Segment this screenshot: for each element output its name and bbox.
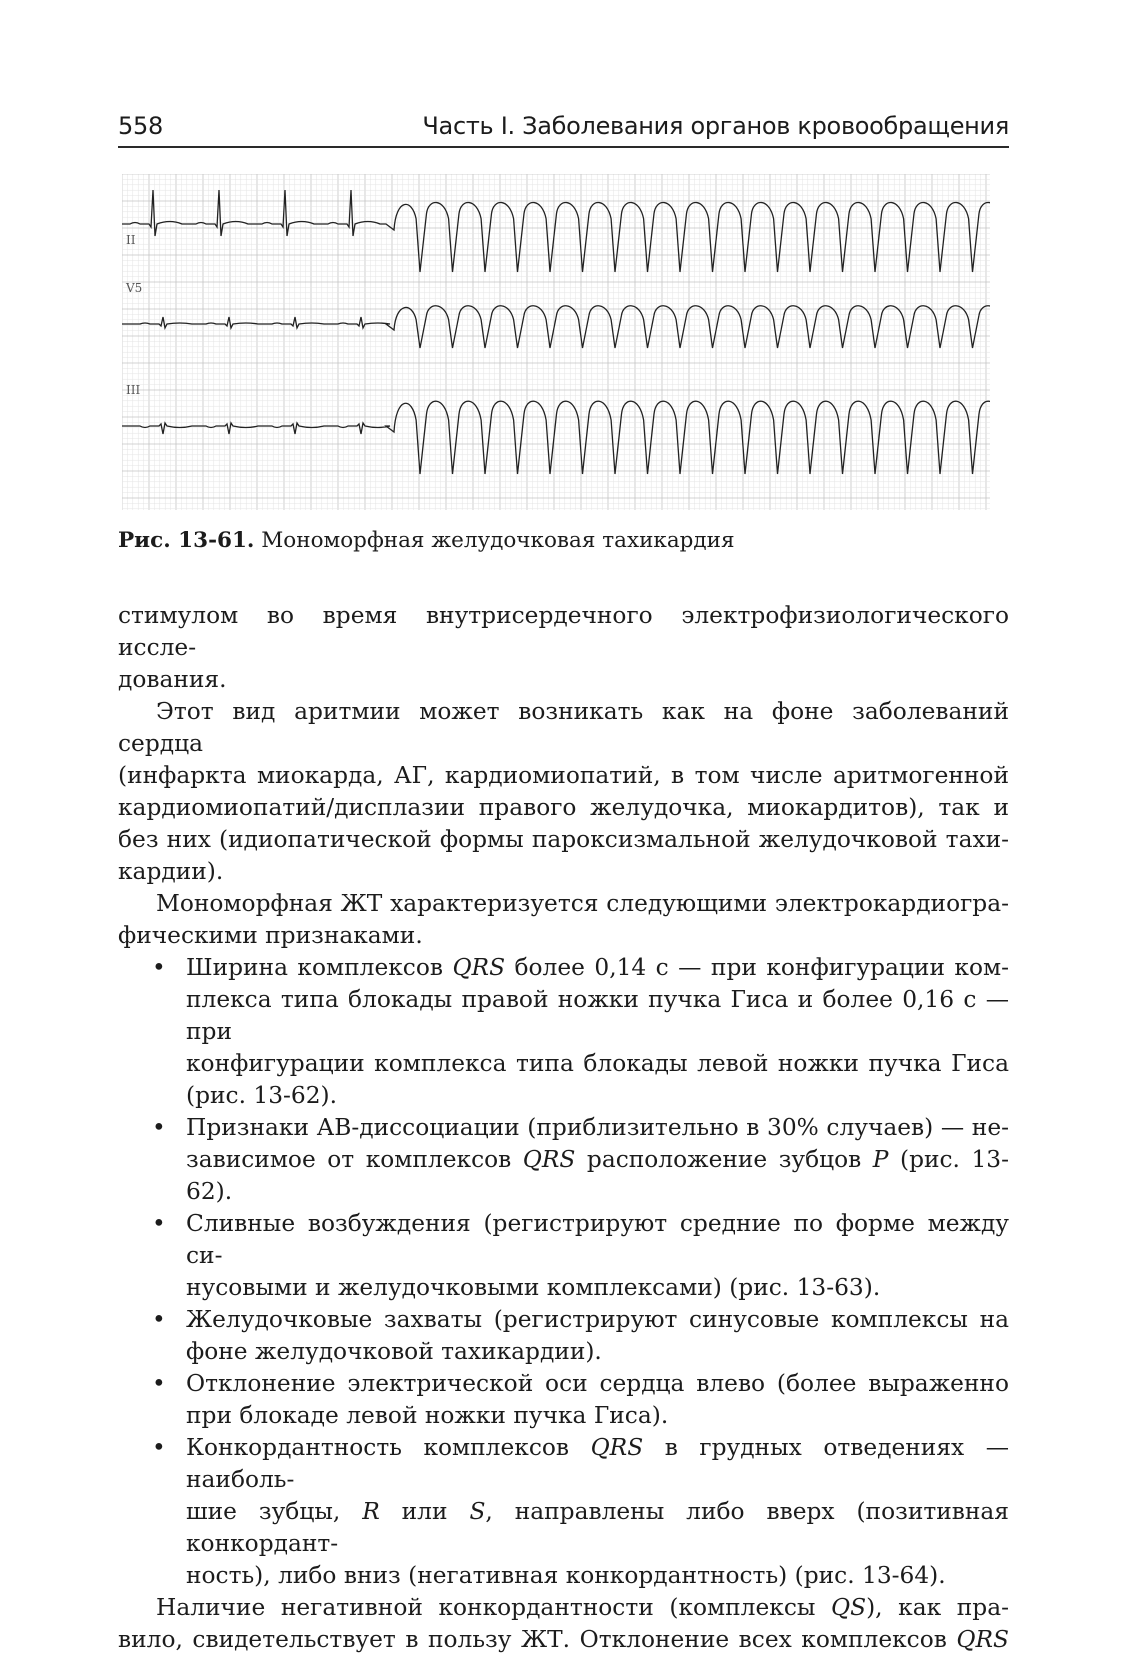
bullet-icon: • [152, 954, 166, 981]
list-line: Желудочковые захваты (регистрируют синусовые комплексы на [186, 1306, 1009, 1333]
list-line: (рис. 13-62). [186, 1082, 338, 1109]
bullet-icon: • [152, 1370, 166, 1397]
list-line: фоне желудочковой тахикардии). [186, 1338, 602, 1365]
lead-label-v5: V5 [126, 281, 143, 295]
paragraph-line: без них (идиопатической формы пароксизмальной желудочковой тахи- [118, 826, 1009, 853]
list-item [118, 1304, 1009, 1368]
paragraph-line: Мономорфная ЖТ характеризуется следующими электрокардиогра- [156, 890, 1009, 917]
ecg-trace-lead-ii [122, 190, 990, 272]
paragraph-line: кардиомиопатий/дисплазии правого желудочка, миокардитов), так и [118, 794, 1009, 821]
list-line: Признаки АВ-диссоциации (приблизительно в 30% случаев) — не- [186, 1114, 1009, 1141]
figure-label: Рис. 13-61. [118, 528, 255, 553]
paragraph-line: стимулом во время внутрисердечного электрофизиологического иссле- [118, 602, 1009, 661]
list-line: шие зубцы, R или S, направлены либо вверх (позитивная конкордант- [186, 1498, 1009, 1557]
list-line: при блокаде левой ножки пучка Гиса). [186, 1402, 669, 1429]
lead-label-iii: III [126, 383, 141, 397]
ecg-trace-lead-iii [122, 401, 990, 474]
figure-caption-text: Мономорфная желудочковая тахикардия [261, 528, 735, 553]
lead-label-ii: II [126, 233, 136, 247]
list-line: ность), либо вниз (негативная конкордантность) (рис. 13-64). [186, 1562, 946, 1589]
paragraph-line: Этот вид аритмии может возникать как на фоне заболеваний сердца [118, 698, 1009, 757]
list-line: Ширина комплексов QRS более 0,14 с — при конфигурации ком- [186, 954, 1009, 981]
list-line: Отклонение электрической оси сердца влево (более выраженно [186, 1370, 1009, 1397]
list-line: Сливные возбуждения (регистрируют средние по форме между си- [186, 1210, 1009, 1269]
figure-caption [118, 526, 1009, 556]
bullet-icon: • [152, 1210, 166, 1237]
ecg-trace-lead-v5 [122, 306, 990, 348]
running-title: Часть I. Заболевания органов кровообращения [422, 112, 1009, 140]
list-line: плекса типа блокады правой ножки пучка Гиса и более 0,16 с — при [186, 986, 1009, 1045]
list-line: конфигурации комплекса типа блокады левой ножки пучка Гиса [186, 1050, 1009, 1077]
paragraph-line: Наличие негативной конкордантности (комплексы QS), как пра- [156, 1594, 1009, 1621]
list-item [118, 1112, 1009, 1208]
list-item [118, 1432, 1009, 1592]
list-line: зависимое от комплексов QRS расположение зубцов P (рис. 13-62). [186, 1146, 1009, 1205]
running-header [118, 108, 1009, 148]
bullet-icon: • [152, 1306, 166, 1333]
body-text [118, 600, 1009, 1656]
paragraph-line: дования. [118, 666, 227, 693]
list-item [118, 1368, 1009, 1432]
paragraph-line: (инфаркта миокарда, АГ, кардиомиопатий, в том числе аритмогенной [118, 762, 1009, 789]
page-number: 558 [118, 112, 163, 140]
paragraph-line: вило, свидетельствует в пользу ЖТ. Отклонение всех комплексов QRS [118, 1626, 1009, 1653]
bullet-icon: • [152, 1114, 166, 1141]
list-item [118, 952, 1009, 1112]
list-line: нусовыми и желудочковыми комплексами) (рис. 13-63). [186, 1274, 881, 1301]
criteria-list [118, 952, 1009, 1592]
bullet-icon: • [152, 1434, 166, 1461]
paragraph-line: кардии). [118, 858, 224, 885]
ecg-figure [122, 174, 990, 510]
list-item [118, 1208, 1009, 1304]
list-line: Конкордантность комплексов QRS в грудных отведениях — наиболь- [186, 1434, 1009, 1493]
paragraph-line: фическими признаками. [118, 922, 423, 949]
